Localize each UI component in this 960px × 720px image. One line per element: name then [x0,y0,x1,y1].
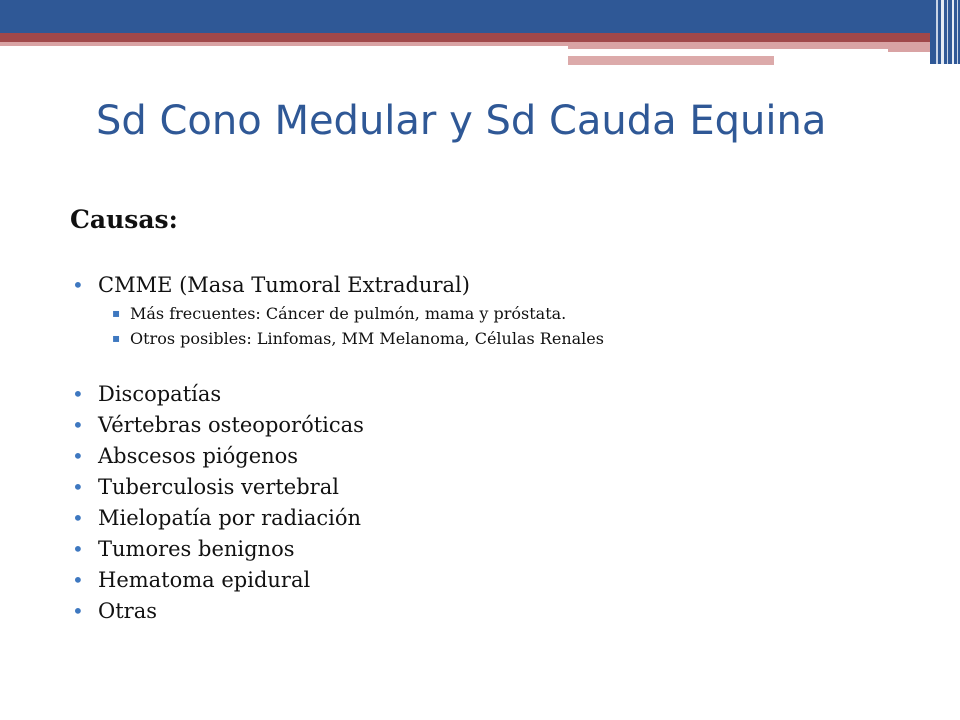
list-item: • Otras [70,596,910,627]
causes-heading: Causas: [70,205,178,234]
slide-content [70,205,910,627]
list-item [70,270,910,301]
causes-list [70,270,910,301]
list-item: • Vértebras osteoporóticas [70,410,910,441]
top-band-blue [0,0,960,33]
sub-list [70,301,910,351]
top-band-red [0,33,960,42]
list-item-label: CMME (Masa Tumoral Extradural) [98,273,470,297]
list-item: • Discopatías [70,379,910,410]
slide-title: Sd Cono Medular y Sd Cauda Equina [96,98,827,144]
decorative-stripes [930,0,960,64]
list-item: • Hematoma epidural [70,565,910,596]
list-item: • Tuberculosis vertebral [70,472,910,503]
list-item: • Abscesos piógenos [70,441,910,472]
causes-list-rest [70,379,910,627]
top-band-pink-lower [568,56,774,65]
sub-list-item: ▪ Más frecuentes: Cáncer de pulmón, mama y próstata. [70,301,910,326]
top-band-white-line [568,49,888,52]
list-item: • Mielopatía por radiación [70,503,910,534]
list-item: • Tumores benignos [70,534,910,565]
sub-list-item: ▪ Otros posibles: Linfomas, MM Melanoma, Células Renales [70,326,910,351]
